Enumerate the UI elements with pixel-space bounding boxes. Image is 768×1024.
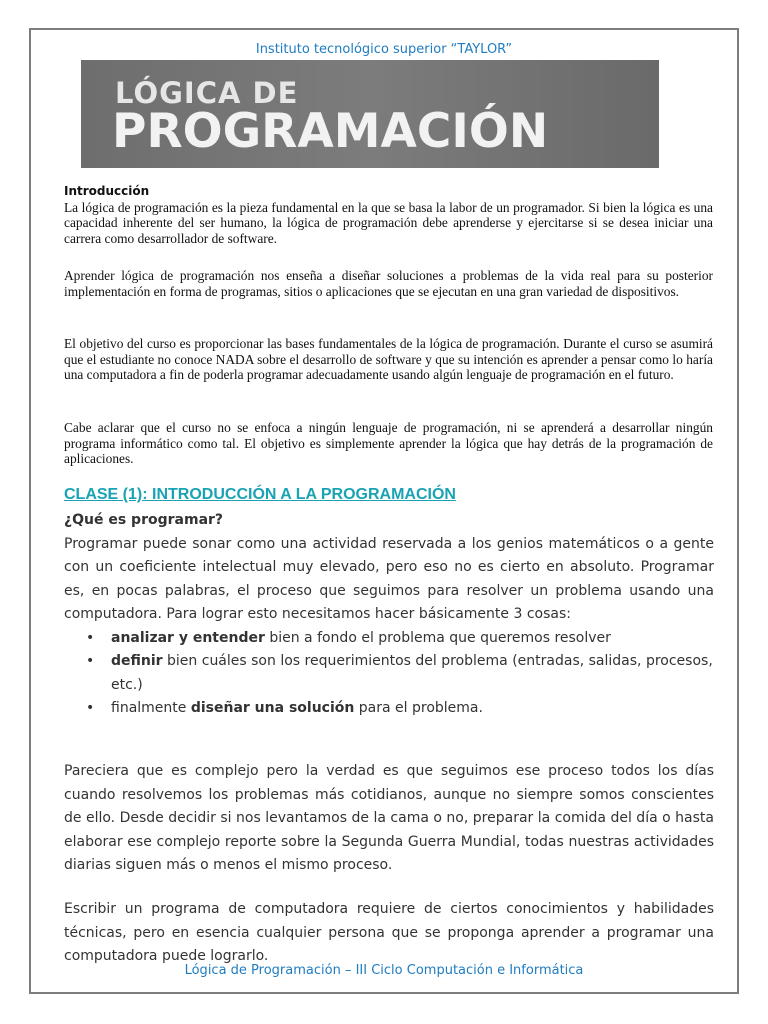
intro-section-3 xyxy=(64,336,713,383)
title-banner-image xyxy=(81,60,659,168)
bullet-icon: • xyxy=(86,629,95,646)
intro-paragraph-2: Aprender lógica de programación nos enseña a diseñar soluciones a problemas de la vida real para su posterior implementación en forma de programas, sitios o aplicaciones que se ejecutan en una gran variedad de dispositivos. xyxy=(64,268,713,299)
clase-paragraph-3: Escribir un programa de computadora requiere de ciertos conocimientos y habilidades técnicas, pero en esencia cualquier persona que se proponga aprender a programar una computadora puede lograrlo. xyxy=(64,901,714,964)
bullet-icon: • xyxy=(86,700,95,716)
intro-title: Introducción xyxy=(64,184,150,198)
clase-paragraph-3-block xyxy=(64,898,714,969)
clase-paragraph-2-block xyxy=(64,760,714,878)
list-item: • analizar y entender bien a fondo el problema que queremos resolver xyxy=(64,627,714,651)
intro-section-4 xyxy=(64,420,713,467)
clase-body xyxy=(64,509,714,721)
bullet-list xyxy=(64,627,714,721)
clase-paragraph-2: Pareciera que es complejo pero la verdad es que seguimos ese proceso todos los días cuando resolvemos los problemas más cotidianos, aunque no siempre somos conscientes de ello. Desde decidir si nos levantamos de la cama o no, preparar la comida del día o hasta elaborar ese complejo reporte sobre la Segunda Guerra Mundial, todas nuestras actividades diarias siguen más o menos el mismo proceso. xyxy=(64,763,714,873)
bullet-icon: • xyxy=(86,653,95,669)
intro-section-2 xyxy=(64,268,713,299)
bullet-bold: diseñar una solución xyxy=(190,700,355,716)
banner-line-2: PROGRAMACIÓN xyxy=(112,104,549,159)
intro-paragraph-1: La lógica de programación es la pieza fundamental en la que se basa la labor de un programador. Si bien la lógica es una capacidad inherente del ser humano, la lógica de programación debe aprenderse y ejercitarse si se desea iniciar una carrera como desarrollador de software. xyxy=(64,199,713,246)
list-item: • definir bien cuáles son los requerimientos del problema (entradas, salidas, procesos, etc.) xyxy=(64,650,714,697)
bullet-bold: definir xyxy=(111,653,163,669)
clase-title: CLASE (1): INTRODUCCIÓN A LA PROGRAMACIÓN xyxy=(64,486,456,503)
intro-section xyxy=(64,184,713,246)
bullet-bold: analizar y entender xyxy=(111,629,265,646)
banner-line-1: LÓGICA DE xyxy=(115,76,299,110)
page-footer: Lógica de Programación – III Ciclo Computación e Informática xyxy=(184,963,584,978)
question-heading: ¿Qué es programar? xyxy=(64,512,224,528)
clase-paragraph-1: Programar puede sonar como una actividad reservada a los genios matemáticos o a gente con un coeficiente intelectual muy elevado, pero eso no es cierto en absoluto. Programar es, en pocas palabras, el proceso que seguimos para resolver un problema usando una computadora. Para lograr esto necesitamos hacer básicamente 3 cosas: xyxy=(64,535,714,622)
intro-paragraph-3: El objetivo del curso es proporcionar las bases fundamentales de la lógica de programación. Durante el curso se asumirá que el estudiante no conoce NADA sobre el desarrollo de software y que su intención es aprender a pensar como lo haría una computadora a fin de poderla programar adecuadamente usando algún lenguaje de programación en el futuro. xyxy=(64,336,713,383)
institute-header: Instituto tecnológico superior “TAYLOR” xyxy=(255,42,513,57)
intro-paragraph-4: Cabe aclarar que el curso no se enfoca a ningún lenguaje de programación, ni se aprenderá a desarrollar ningún programa informático como tal. El objetivo es simplemente aprender la lógica que hay detrás de la programación de aplicaciones. xyxy=(64,420,713,467)
list-item: • finalmente diseñar una solución para el problema. xyxy=(64,697,714,721)
